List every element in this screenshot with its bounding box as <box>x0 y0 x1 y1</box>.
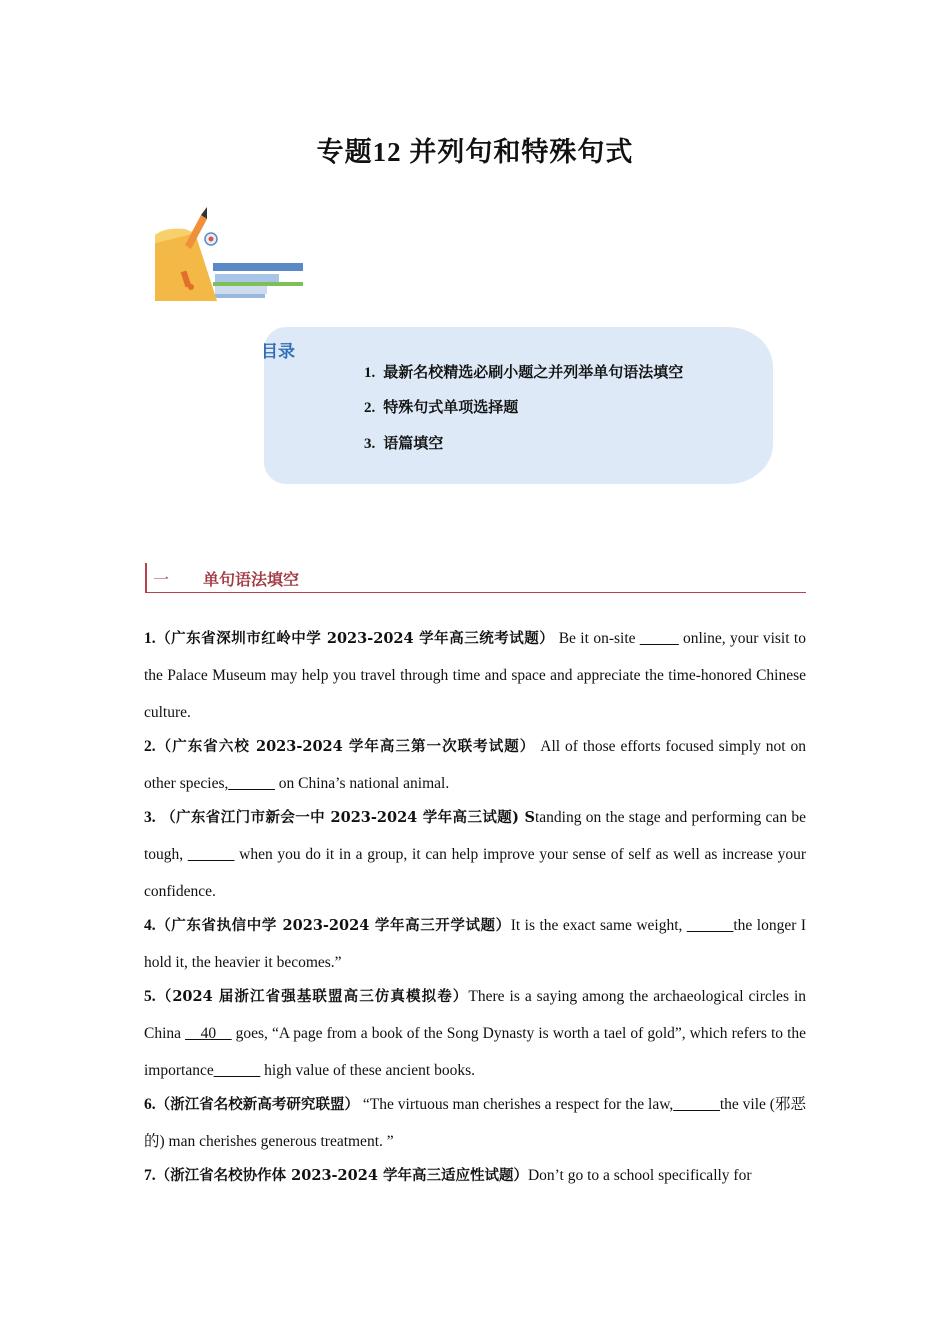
question-text: “The virtuous man cherishes a respect for the law, <box>359 1096 674 1113</box>
answer-blank[interactable]: ______ <box>686 917 734 934</box>
question-text: goes, “A page from a book of the Song Dynasty is worth a tael of gold”, which refers to the importance <box>144 1025 807 1079</box>
question-text: online, your visit to the Palace Museum may help you travel through time and space and appreciate the time-honored Chinese culture. <box>144 630 806 721</box>
question-5 <box>144 978 806 1089</box>
toc-item-num: 3. <box>364 436 376 452</box>
question-1 <box>144 620 806 731</box>
question-number: 3. <box>144 809 156 826</box>
question-3 <box>144 799 806 910</box>
toc-item-2 <box>364 396 518 417</box>
question-number: 2. <box>144 738 156 755</box>
question-text: Be it on-site <box>554 630 640 647</box>
question-text: on China’s national animal. <box>274 775 450 792</box>
question-text: the longer I hold it, the heavier it becomes.” <box>144 917 806 971</box>
question-4 <box>144 907 806 981</box>
question-source: （浙江省名校协作体 2023-2024 学年高三适应性试题） <box>155 1167 528 1184</box>
answer-blank[interactable]: ______ <box>213 1062 261 1079</box>
question-list <box>144 620 806 1191</box>
question-number: 4. <box>144 917 156 934</box>
books-pencil-illustration <box>155 205 305 301</box>
question-text: tanding on the stage and performing can be tough, <box>144 809 806 863</box>
question-text: the vile (邪恶的) man cherishes generous treatment. ” <box>144 1096 807 1150</box>
answer-blank[interactable]: _____ <box>639 630 679 647</box>
toc-box <box>264 327 773 484</box>
toc-item-text: 特殊句式单项选择题 <box>383 398 519 416</box>
toc-item-num: 2. <box>364 400 376 416</box>
question-text: when you do it in a group, it can help improve your sense of self as well as increase your confidence. <box>144 846 806 900</box>
question-number: 5. <box>144 988 156 1005</box>
answer-blank[interactable]: __40__ <box>185 1025 232 1042</box>
answer-blank[interactable]: ______ <box>673 1096 720 1113</box>
question-source: （广东省六校 2023-2024 学年高三第一次联考试题） <box>155 738 536 755</box>
question-number: 1. <box>144 630 156 647</box>
section-label: 单句语法填空 <box>203 570 300 589</box>
section-header <box>145 563 806 593</box>
toc-label: 目录 <box>261 342 295 362</box>
question-number: 7. <box>144 1167 156 1184</box>
page-title: 专题12 并列句和特殊句式 <box>316 137 634 167</box>
question-text: Don’t go to a school specifically for <box>527 1167 752 1184</box>
question-6 <box>144 1086 806 1160</box>
question-7 <box>144 1157 806 1194</box>
section-bar <box>145 563 147 592</box>
question-number: 6. <box>144 1096 156 1113</box>
section-number: 一 <box>153 570 170 589</box>
question-source: （广东省江门市新会一中 2023-2024 学年高三试题) S <box>155 809 535 826</box>
toc-item-text: 最新名校精选必刷小题之并列举单句语法填空 <box>383 363 684 381</box>
question-source: （浙江省名校新高考研究联盟） <box>155 1096 360 1113</box>
answer-blank[interactable]: ______ <box>187 846 235 863</box>
question-2 <box>144 728 806 802</box>
toc-item-3 <box>364 432 443 453</box>
toc-item-text: 语篇填空 <box>383 434 444 452</box>
question-source: （2024 届浙江省强基联盟高三仿真模拟卷） <box>155 988 469 1005</box>
question-source: （广东省执信中学 2023-2024 学年高三开学试题） <box>155 917 511 934</box>
question-text: high value of these ancient books. <box>260 1062 476 1079</box>
answer-blank[interactable]: ______ <box>228 775 275 792</box>
question-source: （广东省深圳市红岭中学 2023-2024 学年高三统考试题） <box>155 630 555 647</box>
toc-item-num: 1. <box>364 365 376 381</box>
question-text: It is the exact same weight, <box>510 917 687 934</box>
question-text: There is a saying among the archaeological circles in China <box>144 988 807 1042</box>
toc-item-1 <box>364 361 683 382</box>
question-text: All of those efforts focused simply not on other species, <box>144 738 806 792</box>
